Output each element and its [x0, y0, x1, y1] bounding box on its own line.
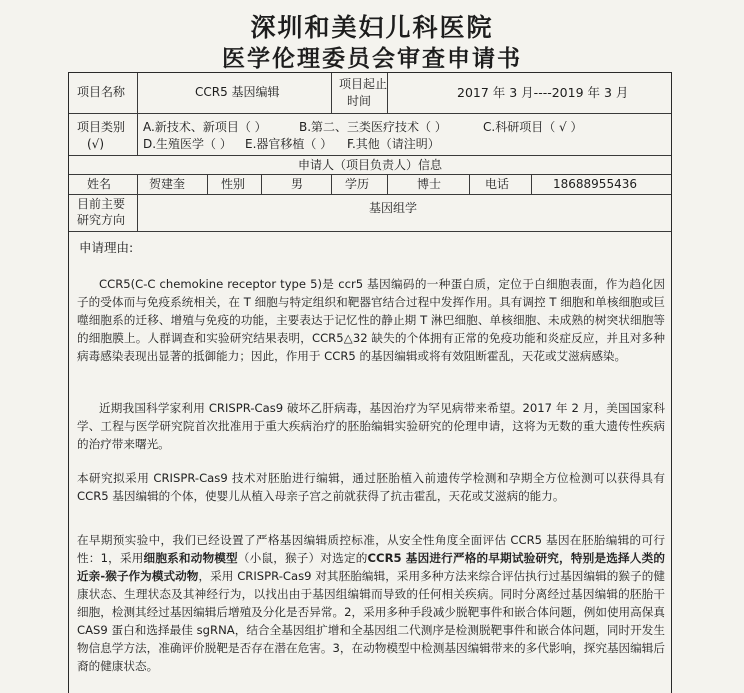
category-option-d: D.生殖医学（ ）	[143, 137, 232, 151]
project-period-value: 2017 年 3 月----2019 年 3 月	[457, 85, 629, 100]
category-label: 项目类别	[77, 120, 126, 134]
applicant-phone-label: 电话	[485, 177, 510, 191]
reason-text-4c: （小鼠，猴子）对选定的	[237, 551, 368, 565]
reason-paragraph-3	[77, 469, 665, 505]
reason-text-4-bold-1: 细胞系和动物模型	[143, 551, 238, 565]
reason-paragraph-4	[77, 531, 665, 675]
project-period-label-1: 项目起止	[339, 77, 388, 91]
reason-text-4d: ，采用 CRISPR-Cas9 对其胚胎编辑，采用多种方法来综合评估执行过基因编辑的猴子的健康状态、生理状态及其神经行为，以找出由于基因组编辑而导致的任何相关疾病。同时分离经过基因编辑的胚胎干细胞，检测其经过基因编辑后增殖及分化是否异常。2，采用多种手段减少脱靶事件和嵌合体问题，例如使用高保真 CAS9 蛋白和选择最佳 sgRNA，结合全基因组扩增和全基因组二代测序是检测脱靶事件和嵌合体问题，同时开发生物信息学方法，准确评价脱靶是否存在潜在危害。3，在动物模型中检测基因编辑带来的多代影响，探究基因编辑后裔的健康状态。	[77, 569, 665, 673]
category-option-a: A.新技术、新项目（ ）	[143, 120, 267, 134]
reason-text-3: 本研究拟采用 CRISPR-Cas9 技术对胚胎进行编辑，通过胚胎植入前遗传学检测和孕期全方位检测可以获得具有 CCR5 基因编辑的个体，使婴儿从植入母亲子宫之前就获得了抗击霍乱，天花或艾滋病的能力。	[77, 471, 665, 503]
applicant-gender-label: 性别	[221, 177, 246, 191]
research-direction-value: 基因组学	[369, 201, 418, 215]
applicant-name-value: 贺建奎	[149, 177, 186, 191]
category-option-b: B.第二、三类医疗技术（ ）	[299, 120, 447, 134]
applicant-name-label: 姓名	[87, 177, 112, 191]
project-name-label: 项目名称	[77, 85, 126, 99]
reason-text-1: CCR5(C-C chemokine receptor type 5)是 ccr5 基因编码的一种蛋白质，定位于白细胞表面，作为趋化因子的受体而与免疫系统相关，在 T 细胞与特定组织和靶器官结合过程中发挥作用。具有调控 T 细胞和单核细胞或巨噬细胞系的迁移、增殖与免疫的功能，主要表达于记忆性的静止期 T 淋巴细胞、单核细胞、未成熟的树突状细胞等的细胞膜上。人群调查和实验研究结果表明，CCR5△32 缺失的个体拥有正常的免疫功能和炎症反应，并且对多种病毒感染表现出显著的抵御能力；因此，作用于 CCR5 的基因编辑或将有效阻断霍乱，天花或艾滋病感染。	[77, 277, 665, 363]
category-check-hint: (√)	[87, 137, 105, 151]
applicant-education-value: 博士	[417, 177, 442, 191]
reason-text-4a: 在早期预实验中，我们已经设置了严格基因编辑质控标准，从安全性角度全面评估 CCR5 基因在胚胎编辑的可行性：1，采用	[77, 533, 665, 565]
category-option-f: F.其他（请注明）	[347, 137, 440, 151]
research-direction-label-2: 研究方向	[77, 213, 126, 227]
category-option-c: C.科研项目（ √ ）	[483, 120, 583, 134]
reason-text-4	[77, 531, 665, 675]
reason-paragraph-2	[77, 399, 665, 453]
hospital-name: 深圳和美妇儿科医院	[250, 13, 494, 42]
form-title: 医学伦理委员会审查申请书	[222, 45, 522, 72]
applicant-phone-value: 18688955436	[553, 177, 637, 191]
category-option-e: E.器官移植（ ）	[245, 137, 333, 151]
project-period-label-2: 时间	[347, 94, 372, 108]
research-direction-label: 目前主要	[77, 197, 126, 211]
applicant-section-title: 申请人（项目负责人）信息	[297, 158, 442, 172]
reason-text-2: 近期我国科学家利用 CRISPR-Cas9 破坏乙肝病毒，基因治疗为罕见病带来希望。2017 年 2 月，美国国家科学、工程与医学研究院首次批准用于重大疾病治疗的胚胎编辑实验研究的伦理申请，这将为无数的重大遗传性疾病的治疗带来曙光。	[77, 401, 665, 451]
application-form	[68, 72, 672, 693]
applicant-education-label: 学历	[345, 177, 370, 191]
applicant-gender-value: 男	[291, 177, 304, 191]
reason-title: 申请理由:	[79, 240, 134, 255]
project-name-value: CCR5 基因编辑	[195, 85, 280, 99]
reason-paragraph-1	[77, 275, 665, 365]
reason-text-4-bold-2: CCR5 基因进行严格的早期试验研究，特别是选择人类的近亲-猴子作为模式动物	[77, 551, 665, 583]
